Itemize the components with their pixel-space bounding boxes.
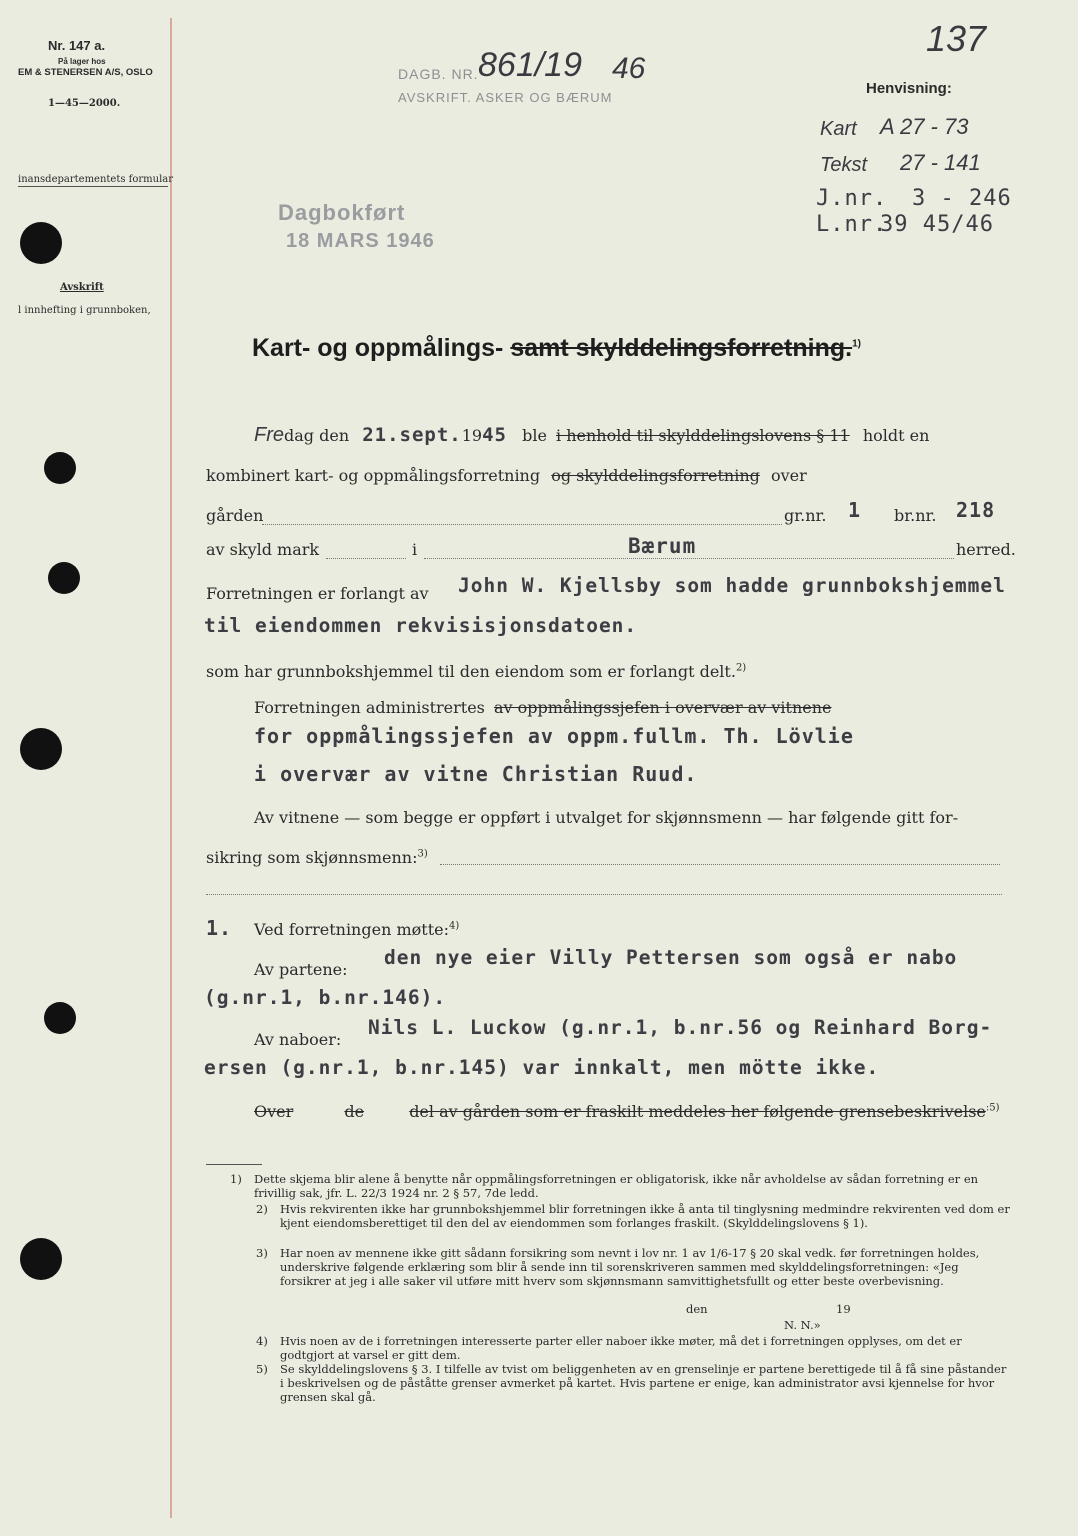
partene-line-1: den nye eier Villy Pettersen som også er nabo [384, 946, 958, 969]
form-number: Nr. 147 a. [48, 38, 106, 53]
herred-label: herred. [956, 540, 1016, 559]
avskrift-label: Avskrift [60, 282, 104, 293]
tekst-label: Tekst [820, 154, 868, 176]
partene-line-2: (g.nr.1, b.nr.146). [204, 986, 447, 1009]
footnote-ref: 3) [417, 848, 428, 860]
footnote-text: Hvis rekvirenten ikke har grunnbokshjemmel blir forretningen ikke å anta til tinglysning medmindre rekvirenten ved dom er kjent eiendomsberettiget til den del av eiendommen som forlanges fraskilt. (Skylddelingslovens § 1). [280, 1202, 1010, 1230]
struck-skylddeling: og skylddelingsforretning [551, 466, 760, 485]
punch-hole [48, 562, 80, 594]
footnote-1 [230, 1172, 1012, 1200]
title-main: Kart- og oppmålings- [252, 334, 504, 362]
footnote-den: den [686, 1302, 708, 1316]
struck-henhold: i henhold til skylddelingslovens § 11 [556, 426, 850, 445]
footnote-divider [206, 1164, 262, 1165]
kart-value: A 27 - 73 [880, 114, 969, 139]
footnote-text: Dette skjema blir alene å benytte når oppmålingsforretningen er obligatorisk, ikke når avholdelse av sådan forretning er en frivillig sak, jfr. L. 22/3 1924 nr. 2 § 57, 7de ledd. [254, 1172, 979, 1200]
footnote-mark: 5) [256, 1362, 268, 1376]
kart-label: Kart [820, 118, 857, 140]
struck-grensebeskrivelse: del av gården som er fraskilt meddeles her følgende grensebeskrivelse [409, 1102, 986, 1121]
section-number: 1. [206, 916, 233, 940]
divider [18, 186, 168, 187]
kombinert-line [206, 466, 807, 485]
dagb-label: DAGB. NR. [398, 66, 479, 82]
dagbokfort-stamp: Dagbokført [278, 200, 406, 225]
motte-text: Ved forretningen møtte: [254, 920, 449, 939]
footnote-4 [256, 1334, 1012, 1362]
skyld-label: av skyld mark [206, 540, 320, 559]
jnr-value: 3 - 246 [912, 186, 1012, 211]
naboer-line-2: ersen (g.nr.1, b.nr.145) var innkalt, men mötte ikke. [204, 1056, 880, 1079]
dotted-field [326, 558, 406, 559]
page-title [252, 334, 861, 363]
date-value: 21.sept. [362, 424, 462, 446]
print-code: 1—45—2000. [48, 98, 121, 109]
struck-over: Over [254, 1102, 294, 1121]
avskrift-note: l innhefting i grunnboken, [18, 305, 151, 316]
struck-oppmalingssjefen: av oppmålingssjefen i overvær av vitnene [493, 698, 832, 717]
punch-hole [20, 728, 62, 770]
admin-line-1: for oppmålingssjefen av oppm.fullm. Th. Lövlie [254, 724, 854, 748]
margin-rule [170, 18, 172, 1518]
lnr-value: 39 45/46 [880, 212, 994, 237]
naboer-line-1: Nils L. Luckow (g.nr.1, b.nr.56 og Reinhard Borg- [368, 1016, 993, 1039]
footnote-mark: 2) [256, 1202, 268, 1216]
footnote-mark: 3) [256, 1246, 268, 1260]
publisher-line: EM & STENERSEN A/S, OSLO [18, 67, 153, 78]
footnote-2 [256, 1202, 1012, 1230]
vitnene-line-1: Av vitnene — som begge er oppført i utvalget for skjønnsmenn — har følgende gitt for- [254, 808, 959, 827]
date-line [254, 424, 929, 447]
lnr-label: L.nr. [816, 212, 888, 237]
henvisning-title: Henvisning: [866, 80, 952, 97]
grnr-label: gr.nr. [784, 506, 827, 525]
day-prefix: Fre [254, 424, 284, 446]
dotted-field [424, 558, 954, 559]
holdt-text: holdt en [862, 426, 930, 445]
administrertes-text: Forretningen administrertes [254, 698, 485, 717]
requester-line-1: John W. Kjellsby som hadde grunnbokshjemmel [458, 574, 1006, 597]
dotted-field [206, 894, 1002, 895]
admin-line-2: i overvær av vitne Christian Ruud. [254, 762, 698, 786]
title-struck: samt skylddelingsforretning. [510, 334, 853, 362]
footnote-5 [256, 1362, 1012, 1404]
footnote-year: 19 [836, 1302, 851, 1316]
footnote-mark: 1) [230, 1172, 242, 1186]
garden-label: gården [206, 506, 264, 525]
year-prefix: 19 [461, 426, 483, 445]
over-text: over [770, 466, 807, 485]
requester-line-2: til eiendommen rekvisisjonsdatoen. [204, 614, 638, 637]
vitnene-text: sikring som skjønnsmenn: [206, 848, 418, 867]
tekst-value: 27 - 141 [900, 150, 981, 175]
brnr-label: br.nr. [894, 506, 937, 525]
hjemmel-text: som har grunnbokshjemmel til den eiendom som er forlangt delt. [206, 662, 736, 681]
footnote-mark: 4) [256, 1334, 268, 1348]
footnote-ref: 2) [735, 662, 747, 674]
day-suffix: dag den [284, 426, 350, 445]
footnote-ref: :5) [985, 1102, 1000, 1114]
hjemmel-line [206, 662, 746, 681]
brnr-value: 218 [956, 498, 996, 522]
i-label: i [412, 540, 418, 559]
ble-text: ble [522, 426, 547, 445]
naboer-label: Av naboer: [254, 1030, 342, 1049]
punch-hole [44, 1002, 76, 1034]
kommune-value: Bærum [628, 534, 697, 558]
department-label: inansdepartementets formular [18, 174, 174, 185]
avskrift-stamp: AVSKRIFT. ASKER OG BÆRUM [398, 90, 613, 105]
publisher-line: På lager hos [58, 57, 106, 66]
dagb-number: 861/19 [478, 46, 582, 84]
footnote-text: Se skylddelingslovens § 3. I tilfelle av tvist om beliggenheten av en grenselinje er partene berettigede til å få sine påstander i beskrivelsen og de påståtte grenser avmerket på kartet. Hvis partene er enige, kan administrator avsi kjennelse for hvor grensen skal gå. [280, 1362, 1007, 1404]
footnote-nn: N. N.» [784, 1318, 821, 1332]
page-number: 137 [926, 18, 987, 59]
dagb-year: 46 [612, 52, 646, 85]
partene-label: Av partene: [254, 960, 348, 979]
footnote-text: Har noen av mennene ikke gitt sådann forsikring som nevnt i lov nr. 1 av 1/6-17 § 20 skal vedk. før forretningen holdes, underskrive følgende erklæring som blir å sende inn til sorenskriveren sammen med skylddelingsforretningen: «Jeg forsikrer at jeg i alle saker vil utføre mitt hverv som skjønnsmann samvittighetsfullt og etter beste overbevisning. [280, 1246, 980, 1288]
punch-hole [20, 222, 62, 264]
footnote-ref: 4) [448, 920, 460, 932]
jnr-label: J.nr. [816, 186, 888, 211]
grense-line [254, 1102, 1000, 1121]
stamp-date: 18 MARS 1946 [286, 230, 435, 252]
punch-hole [20, 1238, 62, 1280]
admin-line [254, 698, 832, 717]
footnote-3 [256, 1246, 1012, 1288]
title-footnote: 1) [852, 338, 861, 350]
vitnene-line-2 [206, 848, 428, 867]
year-value: 45 [482, 424, 507, 446]
struck-de: de [344, 1102, 365, 1121]
footnote-text: Hvis noen av de i forretningen interesserte parter eller naboer ikke møter, må det i forretningen opplyses, om det er godtgjort at varsel er gitt dem. [280, 1334, 962, 1362]
motte-line [254, 920, 459, 939]
grnr-value: 1 [848, 498, 862, 522]
dotted-field [262, 524, 782, 525]
dotted-field [440, 864, 1000, 865]
kombinert-text: kombinert kart- og oppmålingsforretning [206, 466, 541, 485]
forlangt-label: Forretningen er forlangt av [206, 584, 429, 603]
punch-hole [44, 452, 76, 484]
